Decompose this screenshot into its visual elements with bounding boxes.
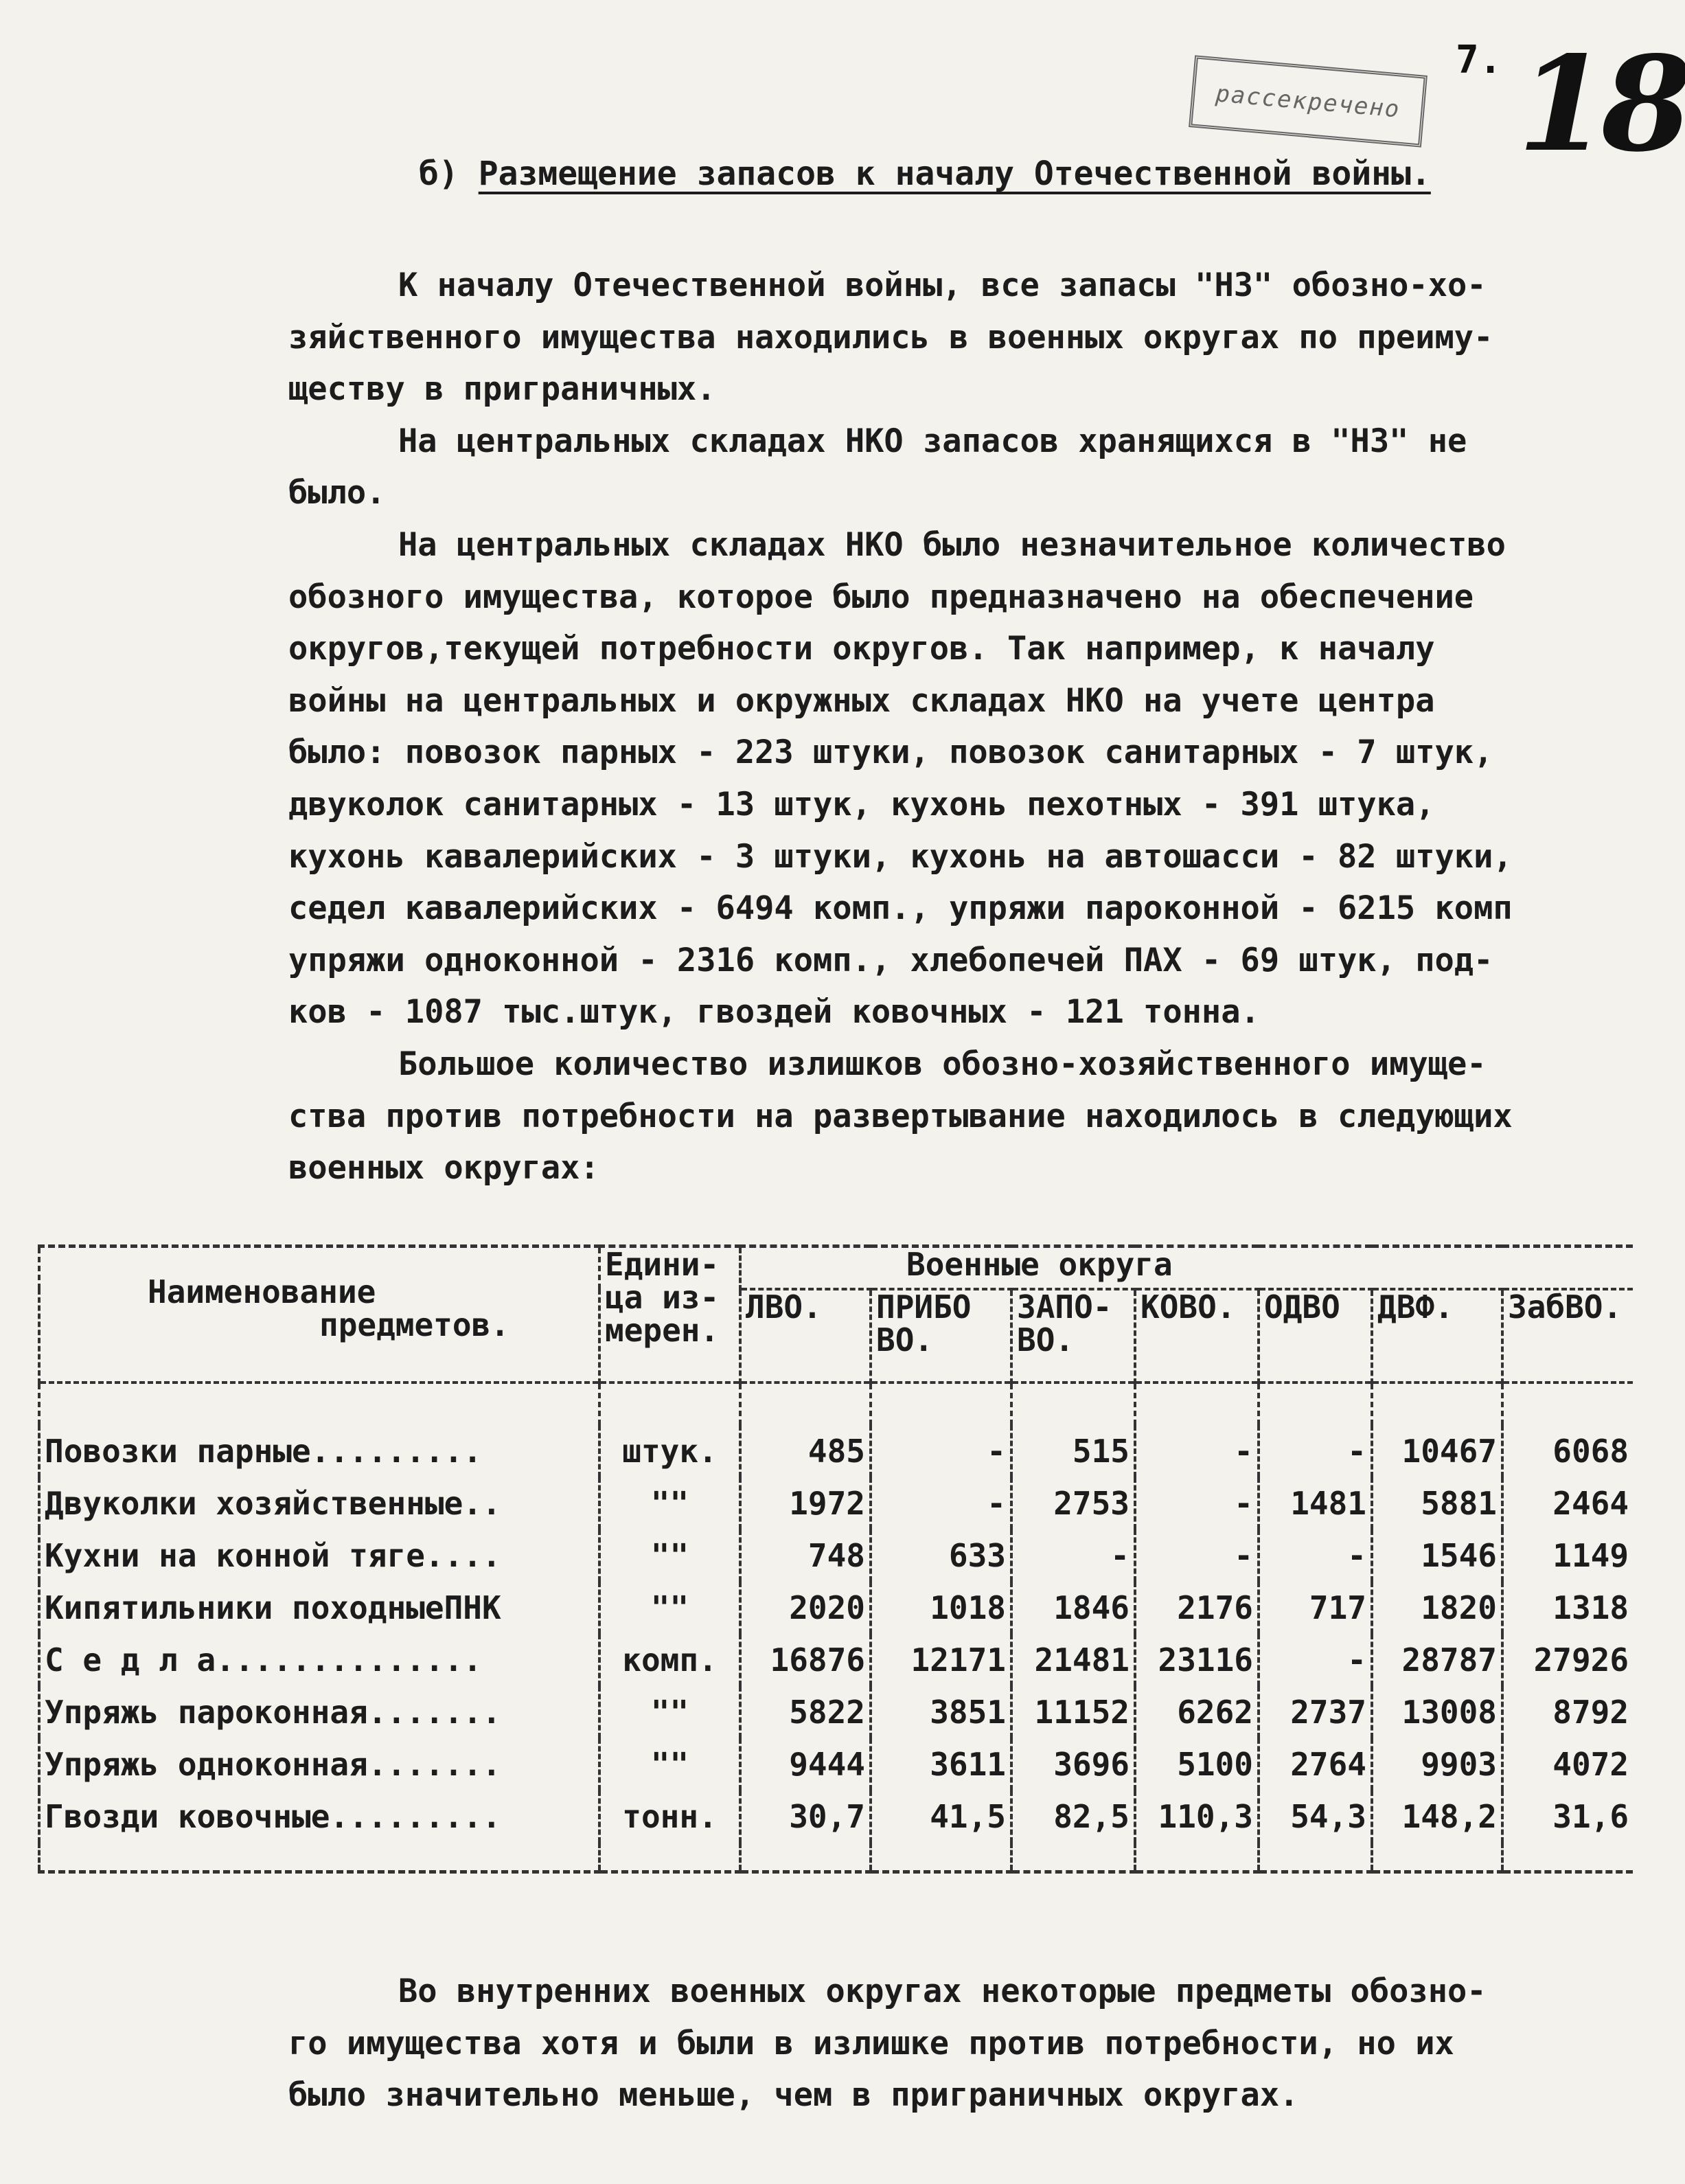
row-item: Кухни на конной тяге.... — [39, 1529, 599, 1582]
table-row — [39, 1425, 1633, 1477]
text-line: ства против потребности на развертывание находилось в следующих — [288, 1097, 1513, 1135]
page-number: 18 — [1517, 27, 1685, 181]
cell-value: 4072 — [1502, 1738, 1633, 1790]
body-text-bottom — [288, 1966, 1627, 2122]
cell-value: 2464 — [1502, 1477, 1633, 1529]
header-district: ЛВО. — [740, 1289, 871, 1383]
cell-value: 6262 — [1135, 1686, 1259, 1738]
row-item: Повозки парные......... — [39, 1425, 599, 1477]
row-item: Кипятильники походныеПНК — [39, 1582, 599, 1634]
cell-value: 16876 — [740, 1634, 871, 1686]
cell-value: 54,3 — [1259, 1790, 1372, 1843]
page-number-prefix: 7. — [1456, 38, 1502, 82]
cell-value: 5100 — [1135, 1738, 1259, 1790]
header-district: ЗАПО- ВО. — [1011, 1289, 1135, 1383]
text-line: военных округах: — [288, 1149, 599, 1187]
text-line: упряжи одноконной - 2316 комп., хлебопечей ПАХ - 69 штук, под- — [288, 941, 1493, 979]
cell-value: 31,6 — [1502, 1790, 1633, 1843]
cell-value: 9444 — [740, 1738, 871, 1790]
table-row — [39, 1582, 1633, 1634]
cell-value: 11152 — [1011, 1686, 1135, 1738]
text-line: К началу Отечественной войны, все запасы "НЗ" обозно-хо- — [398, 266, 1487, 304]
cell-value: 5822 — [740, 1686, 871, 1738]
cell-value: 28787 — [1372, 1634, 1502, 1686]
text-line: было: повозок парных - 223 штуки, повозок санитарных - 7 штук, — [288, 733, 1493, 772]
row-unit: "" — [599, 1529, 740, 1582]
text-line: ков - 1087 тыс.штук, гвоздей ковочных - 121 тонна. — [288, 993, 1260, 1032]
cell-value: 21481 — [1011, 1634, 1135, 1686]
section-title: Размещение запасов к началу Отечественной войны. — [478, 155, 1431, 193]
cell-value: 3851 — [871, 1686, 1011, 1738]
table-row — [39, 1477, 1633, 1529]
cell-value: 10467 — [1372, 1425, 1502, 1477]
text-line: кухонь кавалерийских - 3 штуки, кухонь на автошасси - 82 штуки, — [288, 837, 1513, 876]
cell-value: - — [1135, 1529, 1259, 1582]
text-line: Во внутренних военных округах некоторые предметы обозно- — [398, 1972, 1487, 2010]
cell-value: 23116 — [1135, 1634, 1259, 1686]
table-row — [39, 1738, 1633, 1790]
cell-value: 82,5 — [1011, 1790, 1135, 1843]
text-line: зяйственного имущества находились в военных округах по преиму- — [288, 318, 1493, 356]
cell-value: 8792 — [1502, 1686, 1633, 1738]
header-name-line1: Наименование — [148, 1273, 376, 1310]
cell-value: 1972 — [740, 1477, 871, 1529]
cell-value: 110,3 — [1135, 1790, 1259, 1843]
cell-value: - — [1259, 1529, 1372, 1582]
row-unit: "" — [599, 1477, 740, 1529]
cell-value: - — [1259, 1425, 1372, 1477]
declassified-stamp: рассекречено — [1189, 55, 1428, 147]
row-unit: комп. — [599, 1634, 740, 1686]
cell-value: 13008 — [1372, 1686, 1502, 1738]
header-district: ЗабВО. — [1502, 1289, 1633, 1383]
text-line: войны на центральных и окружных складах НКО на учете центра — [288, 681, 1435, 720]
cell-value: 485 — [740, 1425, 871, 1477]
text-line: было значительно меньше, чем в приграничных округах. — [288, 2076, 1299, 2115]
cell-value: - — [1011, 1529, 1135, 1582]
cell-value: 41,5 — [871, 1790, 1011, 1843]
cell-value: 1318 — [1502, 1582, 1633, 1634]
text-line: было. — [288, 474, 386, 512]
cell-value: 1820 — [1372, 1582, 1502, 1634]
cell-value: 12171 — [871, 1634, 1011, 1686]
header-item-name — [39, 1247, 599, 1383]
cell-value: 515 — [1011, 1425, 1135, 1477]
header-unit-line: мерен. — [605, 1312, 720, 1349]
text-line: На центральных складах НКО запасов хранящихся в "НЗ" не — [398, 422, 1467, 460]
header-unit-line: Едини- — [605, 1246, 720, 1283]
table-row — [39, 1686, 1633, 1738]
body-text-top — [288, 260, 1627, 1194]
text-line: ществу в приграничных. — [288, 370, 716, 409]
cell-value: 633 — [871, 1529, 1011, 1582]
cell-value: 148,2 — [1372, 1790, 1502, 1843]
header-body-gap — [39, 1383, 1633, 1425]
cell-value: - — [1135, 1425, 1259, 1477]
row-unit: "" — [599, 1686, 740, 1738]
text-line: На центральных складах НКО было незначительное количество — [398, 525, 1506, 564]
cell-value: 5881 — [1372, 1477, 1502, 1529]
cell-value: 9903 — [1372, 1738, 1502, 1790]
table-row — [39, 1529, 1633, 1582]
cell-value: 6068 — [1502, 1425, 1633, 1477]
header-district: ПРИБО ВО. — [871, 1289, 1011, 1383]
text-line: округов,текущей потребности округов. Так например, к началу — [288, 630, 1435, 668]
row-item: С е д л а.............. — [39, 1634, 599, 1686]
row-item: Гвозди ковочные......... — [39, 1790, 599, 1843]
text-line: обозного имущества, которое было предназначено на обеспечение — [288, 578, 1474, 616]
cell-value: 2020 — [740, 1582, 871, 1634]
row-item: Упряжь пароконная....... — [39, 1686, 599, 1738]
cell-value: - — [1259, 1634, 1372, 1686]
text-line: двуколок санитарных - 13 штук, кухонь пехотных - 391 штука, — [288, 785, 1435, 823]
surplus-table — [38, 1244, 1633, 1874]
text-line: Большое количество излишков обозно-хозяйственного имуще- — [398, 1045, 1487, 1083]
row-unit: "" — [599, 1582, 740, 1634]
header-districts-group: Военные округа — [740, 1247, 1633, 1289]
text-line: го имущества хотя и были в излишке против потребности, но их — [288, 2024, 1454, 2062]
cell-value: 3611 — [871, 1738, 1011, 1790]
cell-value: 27926 — [1502, 1634, 1633, 1686]
cell-value: 2176 — [1135, 1582, 1259, 1634]
table-row — [39, 1790, 1633, 1843]
table-row — [39, 1634, 1633, 1686]
text-line: седел кавалерийских - 6494 комп., упряжи пароконной - 6215 комп — [288, 889, 1513, 928]
row-unit: штук. — [599, 1425, 740, 1477]
cell-value: 2753 — [1011, 1477, 1135, 1529]
row-unit: "" — [599, 1738, 740, 1790]
header-unit — [599, 1247, 740, 1383]
row-unit: тонн. — [599, 1790, 740, 1843]
header-name-line2: предметов. — [319, 1306, 509, 1343]
header-district: ОДВО — [1259, 1289, 1372, 1383]
section-heading — [419, 155, 1431, 193]
cell-value: - — [871, 1425, 1011, 1477]
header-unit-line: ца из- — [605, 1279, 720, 1316]
cell-value: 1149 — [1502, 1529, 1633, 1582]
cell-value: 2764 — [1259, 1738, 1372, 1790]
table-bottom-border — [39, 1843, 1633, 1872]
cell-value: 717 — [1259, 1582, 1372, 1634]
cell-value: 2737 — [1259, 1686, 1372, 1738]
cell-value: - — [871, 1477, 1011, 1529]
cell-value: 3696 — [1011, 1738, 1135, 1790]
section-label: б) — [419, 155, 459, 193]
row-item: Двуколки хозяйственные.. — [39, 1477, 599, 1529]
cell-value: - — [1135, 1477, 1259, 1529]
header-district: КОВО. — [1135, 1289, 1259, 1383]
cell-value: 30,7 — [740, 1790, 871, 1843]
header-district: ДВФ. — [1372, 1289, 1502, 1383]
cell-value: 1546 — [1372, 1529, 1502, 1582]
cell-value: 748 — [740, 1529, 871, 1582]
cell-value: 1018 — [871, 1582, 1011, 1634]
row-item: Упряжь одноконная....... — [39, 1738, 599, 1790]
cell-value: 1481 — [1259, 1477, 1372, 1529]
cell-value: 1846 — [1011, 1582, 1135, 1634]
